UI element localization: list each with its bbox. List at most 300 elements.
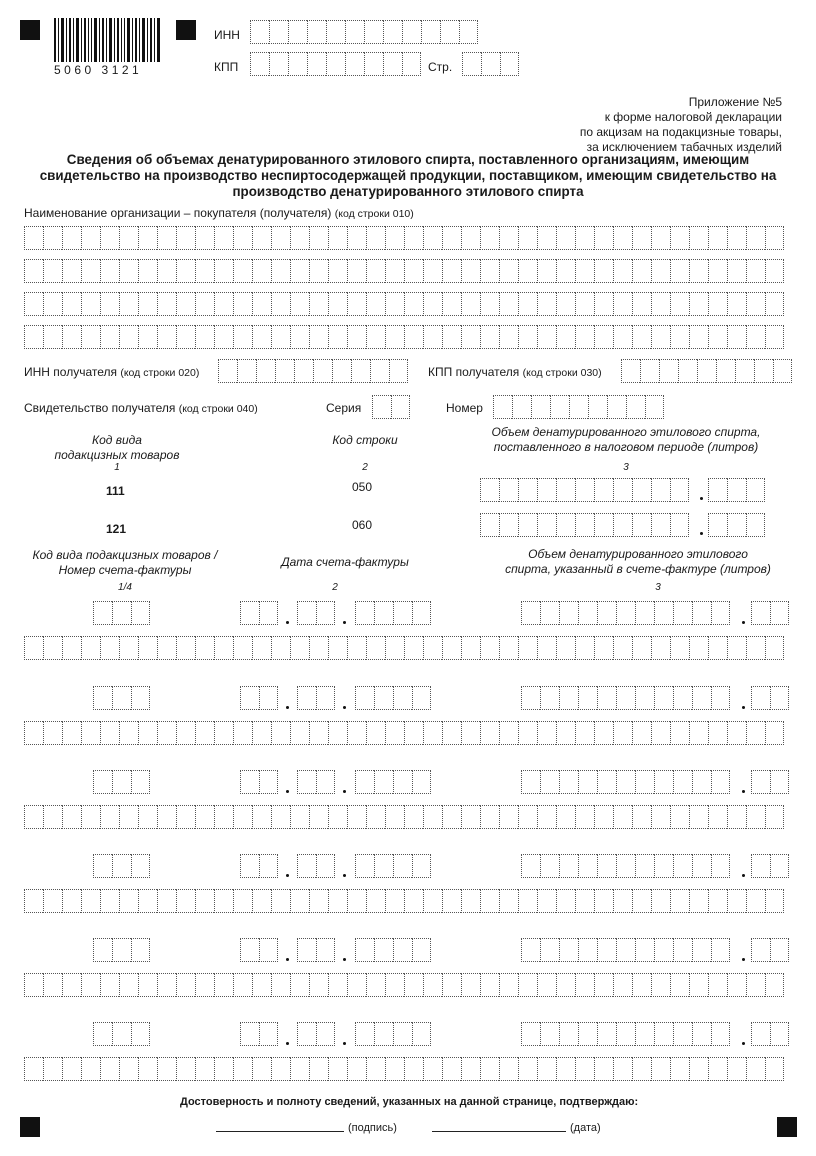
input-cell[interactable] (480, 259, 499, 283)
input-cell[interactable] (499, 636, 518, 660)
input-cell[interactable] (632, 226, 651, 250)
input-cell[interactable] (556, 721, 575, 745)
input-cell[interactable] (616, 854, 635, 878)
input-cell[interactable] (518, 721, 537, 745)
input-cell[interactable] (751, 601, 770, 625)
input-cell[interactable] (556, 226, 575, 250)
input-cell[interactable] (670, 325, 689, 349)
input-cell[interactable] (594, 636, 613, 660)
invoice-number-field[interactable] (24, 1057, 784, 1081)
input-cell[interactable] (374, 854, 393, 878)
certificate-series-field[interactable] (372, 395, 410, 419)
input-cell[interactable] (112, 770, 131, 794)
input-cell[interactable] (480, 636, 499, 660)
input-cell[interactable] (62, 805, 81, 829)
input-cell[interactable] (597, 601, 616, 625)
input-cell[interactable] (442, 226, 461, 250)
input-cell[interactable] (689, 325, 708, 349)
input-cell[interactable] (24, 1057, 43, 1081)
input-cell[interactable] (347, 226, 366, 250)
input-cell[interactable] (393, 601, 412, 625)
input-cell[interactable] (313, 359, 332, 383)
input-cell[interactable] (237, 359, 256, 383)
input-cell[interactable] (119, 325, 138, 349)
input-cell[interactable] (290, 721, 309, 745)
input-cell[interactable] (711, 601, 730, 625)
input-cell[interactable] (195, 721, 214, 745)
input-cell[interactable] (540, 601, 559, 625)
invoice-date-year-field[interactable] (355, 938, 431, 962)
input-cell[interactable] (119, 973, 138, 997)
input-cell[interactable] (366, 226, 385, 250)
input-cell[interactable] (537, 721, 556, 745)
input-cell[interactable] (659, 359, 678, 383)
input-cell[interactable] (385, 325, 404, 349)
input-cell[interactable] (62, 325, 81, 349)
input-cell[interactable] (100, 1057, 119, 1081)
input-cell[interactable] (290, 325, 309, 349)
input-cell[interactable] (347, 292, 366, 316)
input-cell[interactable] (765, 226, 784, 250)
input-cell[interactable] (670, 226, 689, 250)
input-cell[interactable] (328, 259, 347, 283)
input-cell[interactable] (24, 292, 43, 316)
input-cell[interactable] (347, 325, 366, 349)
input-cell[interactable] (540, 1022, 559, 1046)
input-cell[interactable] (366, 636, 385, 660)
signature-line[interactable] (216, 1131, 344, 1132)
input-cell[interactable] (404, 325, 423, 349)
input-cell[interactable] (500, 52, 519, 76)
input-cell[interactable] (654, 770, 673, 794)
input-cell[interactable] (271, 889, 290, 913)
input-cell[interactable] (651, 292, 670, 316)
input-cell[interactable] (290, 1057, 309, 1081)
input-cell[interactable] (556, 478, 575, 502)
input-cell[interactable] (423, 973, 442, 997)
input-cell[interactable] (442, 889, 461, 913)
invoice-volume-integer-field[interactable] (521, 854, 730, 878)
input-cell[interactable] (692, 938, 711, 962)
input-cell[interactable] (588, 395, 607, 419)
input-cell[interactable] (651, 805, 670, 829)
input-cell[interactable] (461, 721, 480, 745)
invoice-date-month-field[interactable] (297, 601, 335, 625)
input-cell[interactable] (770, 938, 789, 962)
input-cell[interactable] (442, 805, 461, 829)
volume-field-050-integer[interactable] (480, 478, 689, 502)
input-cell[interactable] (93, 1022, 112, 1046)
input-cell[interactable] (290, 805, 309, 829)
input-cell[interactable] (613, 292, 632, 316)
input-cell[interactable] (597, 686, 616, 710)
input-cell[interactable] (575, 478, 594, 502)
input-cell[interactable] (692, 854, 711, 878)
invoice-date-day-field[interactable] (240, 601, 278, 625)
input-cell[interactable] (62, 259, 81, 283)
input-cell[interactable] (385, 721, 404, 745)
input-cell[interactable] (480, 478, 499, 502)
input-cell[interactable] (100, 721, 119, 745)
input-cell[interactable] (578, 686, 597, 710)
input-cell[interactable] (689, 889, 708, 913)
input-cell[interactable] (309, 325, 328, 349)
input-cell[interactable] (24, 325, 43, 349)
input-cell[interactable] (616, 601, 635, 625)
input-cell[interactable] (214, 805, 233, 829)
input-cell[interactable] (214, 636, 233, 660)
input-cell[interactable] (271, 973, 290, 997)
input-cell[interactable] (461, 805, 480, 829)
invoice-date-year-field[interactable] (355, 1022, 431, 1046)
input-cell[interactable] (727, 478, 746, 502)
input-cell[interactable] (316, 854, 335, 878)
input-cell[interactable] (670, 805, 689, 829)
input-cell[interactable] (43, 1057, 62, 1081)
input-cell[interactable] (138, 325, 157, 349)
input-cell[interactable] (692, 770, 711, 794)
input-cell[interactable] (594, 889, 613, 913)
input-cell[interactable] (393, 770, 412, 794)
input-cell[interactable] (462, 52, 481, 76)
input-cell[interactable] (366, 1057, 385, 1081)
input-cell[interactable] (404, 973, 423, 997)
input-cell[interactable] (556, 1057, 575, 1081)
input-cell[interactable] (24, 805, 43, 829)
input-cell[interactable] (632, 292, 651, 316)
input-cell[interactable] (594, 721, 613, 745)
input-cell[interactable] (119, 721, 138, 745)
input-cell[interactable] (521, 686, 540, 710)
invoice-product-kind-field[interactable] (93, 601, 150, 625)
input-cell[interactable] (233, 721, 252, 745)
input-cell[interactable] (374, 770, 393, 794)
input-cell[interactable] (138, 636, 157, 660)
input-cell[interactable] (404, 721, 423, 745)
input-cell[interactable] (233, 325, 252, 349)
invoice-date-month-field[interactable] (297, 854, 335, 878)
input-cell[interactable] (366, 805, 385, 829)
input-cell[interactable] (131, 686, 150, 710)
input-cell[interactable] (364, 20, 383, 44)
input-cell[interactable] (499, 292, 518, 316)
input-cell[interactable] (556, 636, 575, 660)
input-cell[interactable] (366, 973, 385, 997)
input-cell[interactable] (578, 854, 597, 878)
input-cell[interactable] (594, 973, 613, 997)
input-cell[interactable] (297, 854, 316, 878)
input-cell[interactable] (393, 1022, 412, 1046)
input-cell[interactable] (632, 636, 651, 660)
input-cell[interactable] (271, 1057, 290, 1081)
input-cell[interactable] (404, 805, 423, 829)
input-cell[interactable] (233, 292, 252, 316)
input-cell[interactable] (271, 292, 290, 316)
input-cell[interactable] (366, 889, 385, 913)
invoice-product-kind-field[interactable] (93, 686, 150, 710)
input-cell[interactable] (195, 259, 214, 283)
input-cell[interactable] (559, 854, 578, 878)
input-cell[interactable] (670, 973, 689, 997)
input-cell[interactable] (316, 938, 335, 962)
input-cell[interactable] (578, 770, 597, 794)
input-cell[interactable] (613, 889, 632, 913)
input-cell[interactable] (138, 226, 157, 250)
input-cell[interactable] (673, 770, 692, 794)
input-cell[interactable] (559, 770, 578, 794)
input-cell[interactable] (635, 686, 654, 710)
input-cell[interactable] (43, 636, 62, 660)
input-cell[interactable] (309, 805, 328, 829)
input-cell[interactable] (632, 805, 651, 829)
input-cell[interactable] (218, 359, 237, 383)
input-cell[interactable] (461, 973, 480, 997)
input-cell[interactable] (393, 938, 412, 962)
input-cell[interactable] (751, 686, 770, 710)
org-name-field-line-3[interactable] (24, 292, 784, 316)
input-cell[interactable] (62, 636, 81, 660)
input-cell[interactable] (540, 854, 559, 878)
input-cell[interactable] (385, 259, 404, 283)
invoice-volume-fraction-field[interactable] (751, 770, 789, 794)
input-cell[interactable] (271, 226, 290, 250)
invoice-number-field[interactable] (24, 721, 784, 745)
input-cell[interactable] (751, 1022, 770, 1046)
input-cell[interactable] (521, 770, 540, 794)
input-cell[interactable] (370, 359, 389, 383)
input-cell[interactable] (385, 292, 404, 316)
input-cell[interactable] (412, 770, 431, 794)
input-cell[interactable] (355, 686, 374, 710)
input-cell[interactable] (673, 1022, 692, 1046)
input-cell[interactable] (708, 889, 727, 913)
input-cell[interactable] (81, 973, 100, 997)
input-cell[interactable] (374, 1022, 393, 1046)
input-cell[interactable] (727, 973, 746, 997)
input-cell[interactable] (559, 1022, 578, 1046)
input-cell[interactable] (271, 721, 290, 745)
input-cell[interactable] (613, 636, 632, 660)
input-cell[interactable] (309, 226, 328, 250)
input-cell[interactable] (309, 259, 328, 283)
input-cell[interactable] (708, 973, 727, 997)
input-cell[interactable] (195, 889, 214, 913)
input-cell[interactable] (366, 292, 385, 316)
input-cell[interactable] (727, 292, 746, 316)
input-cell[interactable] (442, 721, 461, 745)
input-cell[interactable] (765, 292, 784, 316)
input-cell[interactable] (290, 636, 309, 660)
input-cell[interactable] (651, 721, 670, 745)
input-cell[interactable] (290, 226, 309, 250)
input-cell[interactable] (271, 325, 290, 349)
invoice-product-kind-field[interactable] (93, 854, 150, 878)
input-cell[interactable] (131, 1022, 150, 1046)
input-cell[interactable] (481, 52, 500, 76)
input-cell[interactable] (240, 1022, 259, 1046)
input-cell[interactable] (347, 889, 366, 913)
input-cell[interactable] (461, 889, 480, 913)
input-cell[interactable] (613, 805, 632, 829)
input-cell[interactable] (316, 686, 335, 710)
invoice-number-field[interactable] (24, 805, 784, 829)
invoice-date-year-field[interactable] (355, 601, 431, 625)
input-cell[interactable] (716, 359, 735, 383)
input-cell[interactable] (62, 1057, 81, 1081)
input-cell[interactable] (309, 973, 328, 997)
kpp-field[interactable] (250, 52, 421, 76)
input-cell[interactable] (540, 686, 559, 710)
input-cell[interactable] (24, 889, 43, 913)
input-cell[interactable] (556, 292, 575, 316)
input-cell[interactable] (157, 636, 176, 660)
input-cell[interactable] (556, 973, 575, 997)
input-cell[interactable] (119, 292, 138, 316)
input-cell[interactable] (556, 325, 575, 349)
input-cell[interactable] (81, 1057, 100, 1081)
input-cell[interactable] (499, 1057, 518, 1081)
input-cell[interactable] (518, 325, 537, 349)
input-cell[interactable] (259, 938, 278, 962)
input-cell[interactable] (269, 20, 288, 44)
input-cell[interactable] (697, 359, 716, 383)
input-cell[interactable] (708, 292, 727, 316)
input-cell[interactable] (24, 721, 43, 745)
input-cell[interactable] (309, 636, 328, 660)
input-cell[interactable] (176, 259, 195, 283)
input-cell[interactable] (499, 889, 518, 913)
input-cell[interactable] (442, 325, 461, 349)
input-cell[interactable] (635, 770, 654, 794)
input-cell[interactable] (157, 325, 176, 349)
org-name-field-line-1[interactable] (24, 226, 784, 250)
input-cell[interactable] (240, 938, 259, 962)
input-cell[interactable] (250, 20, 269, 44)
input-cell[interactable] (597, 1022, 616, 1046)
input-cell[interactable] (157, 889, 176, 913)
input-cell[interactable] (461, 259, 480, 283)
input-cell[interactable] (81, 259, 100, 283)
input-cell[interactable] (157, 805, 176, 829)
input-cell[interactable] (518, 805, 537, 829)
input-cell[interactable] (24, 226, 43, 250)
input-cell[interactable] (537, 292, 556, 316)
invoice-number-field[interactable] (24, 636, 784, 660)
invoice-volume-fraction-field[interactable] (751, 601, 789, 625)
input-cell[interactable] (765, 259, 784, 283)
input-cell[interactable] (673, 686, 692, 710)
input-cell[interactable] (746, 513, 765, 537)
input-cell[interactable] (708, 478, 727, 502)
input-cell[interactable] (746, 325, 765, 349)
input-cell[interactable] (119, 805, 138, 829)
input-cell[interactable] (635, 1022, 654, 1046)
input-cell[interactable] (393, 854, 412, 878)
input-cell[interactable] (233, 805, 252, 829)
input-cell[interactable] (689, 292, 708, 316)
input-cell[interactable] (385, 805, 404, 829)
input-cell[interactable] (423, 721, 442, 745)
volume-field-060-integer[interactable] (480, 513, 689, 537)
input-cell[interactable] (575, 292, 594, 316)
input-cell[interactable] (765, 973, 784, 997)
input-cell[interactable] (138, 973, 157, 997)
invoice-product-kind-field[interactable] (93, 1022, 150, 1046)
input-cell[interactable] (632, 1057, 651, 1081)
input-cell[interactable] (233, 973, 252, 997)
invoice-date-year-field[interactable] (355, 854, 431, 878)
invoice-volume-integer-field[interactable] (521, 601, 730, 625)
input-cell[interactable] (297, 770, 316, 794)
input-cell[interactable] (24, 636, 43, 660)
input-cell[interactable] (765, 805, 784, 829)
input-cell[interactable] (556, 513, 575, 537)
input-cell[interactable] (727, 721, 746, 745)
invoice-date-day-field[interactable] (240, 854, 278, 878)
invoice-number-field[interactable] (24, 973, 784, 997)
input-cell[interactable] (233, 636, 252, 660)
input-cell[interactable] (512, 395, 531, 419)
input-cell[interactable] (240, 686, 259, 710)
input-cell[interactable] (355, 1022, 374, 1046)
input-cell[interactable] (613, 973, 632, 997)
input-cell[interactable] (214, 325, 233, 349)
input-cell[interactable] (297, 601, 316, 625)
input-cell[interactable] (176, 226, 195, 250)
input-cell[interactable] (100, 292, 119, 316)
input-cell[interactable] (556, 889, 575, 913)
input-cell[interactable] (423, 325, 442, 349)
input-cell[interactable] (442, 636, 461, 660)
input-cell[interactable] (461, 226, 480, 250)
input-cell[interactable] (651, 1057, 670, 1081)
input-cell[interactable] (374, 686, 393, 710)
input-cell[interactable] (461, 1057, 480, 1081)
recipient-inn-field[interactable] (218, 359, 408, 383)
input-cell[interactable] (670, 1057, 689, 1081)
input-cell[interactable] (62, 292, 81, 316)
input-cell[interactable] (746, 973, 765, 997)
input-cell[interactable] (559, 938, 578, 962)
input-cell[interactable] (518, 636, 537, 660)
input-cell[interactable] (635, 938, 654, 962)
input-cell[interactable] (499, 513, 518, 537)
input-cell[interactable] (518, 889, 537, 913)
input-cell[interactable] (252, 325, 271, 349)
input-cell[interactable] (711, 854, 730, 878)
input-cell[interactable] (271, 805, 290, 829)
input-cell[interactable] (708, 805, 727, 829)
input-cell[interactable] (256, 359, 275, 383)
input-cell[interactable] (654, 854, 673, 878)
input-cell[interactable] (176, 1057, 195, 1081)
input-cell[interactable] (297, 1022, 316, 1046)
input-cell[interactable] (594, 325, 613, 349)
invoice-date-month-field[interactable] (297, 938, 335, 962)
input-cell[interactable] (559, 686, 578, 710)
input-cell[interactable] (259, 770, 278, 794)
input-cell[interactable] (290, 292, 309, 316)
input-cell[interactable] (480, 805, 499, 829)
input-cell[interactable] (351, 359, 370, 383)
input-cell[interactable] (81, 325, 100, 349)
input-cell[interactable] (537, 805, 556, 829)
input-cell[interactable] (252, 292, 271, 316)
input-cell[interactable] (518, 478, 537, 502)
volume-field-060-fraction[interactable] (708, 513, 765, 537)
input-cell[interactable] (157, 721, 176, 745)
input-cell[interactable] (461, 636, 480, 660)
